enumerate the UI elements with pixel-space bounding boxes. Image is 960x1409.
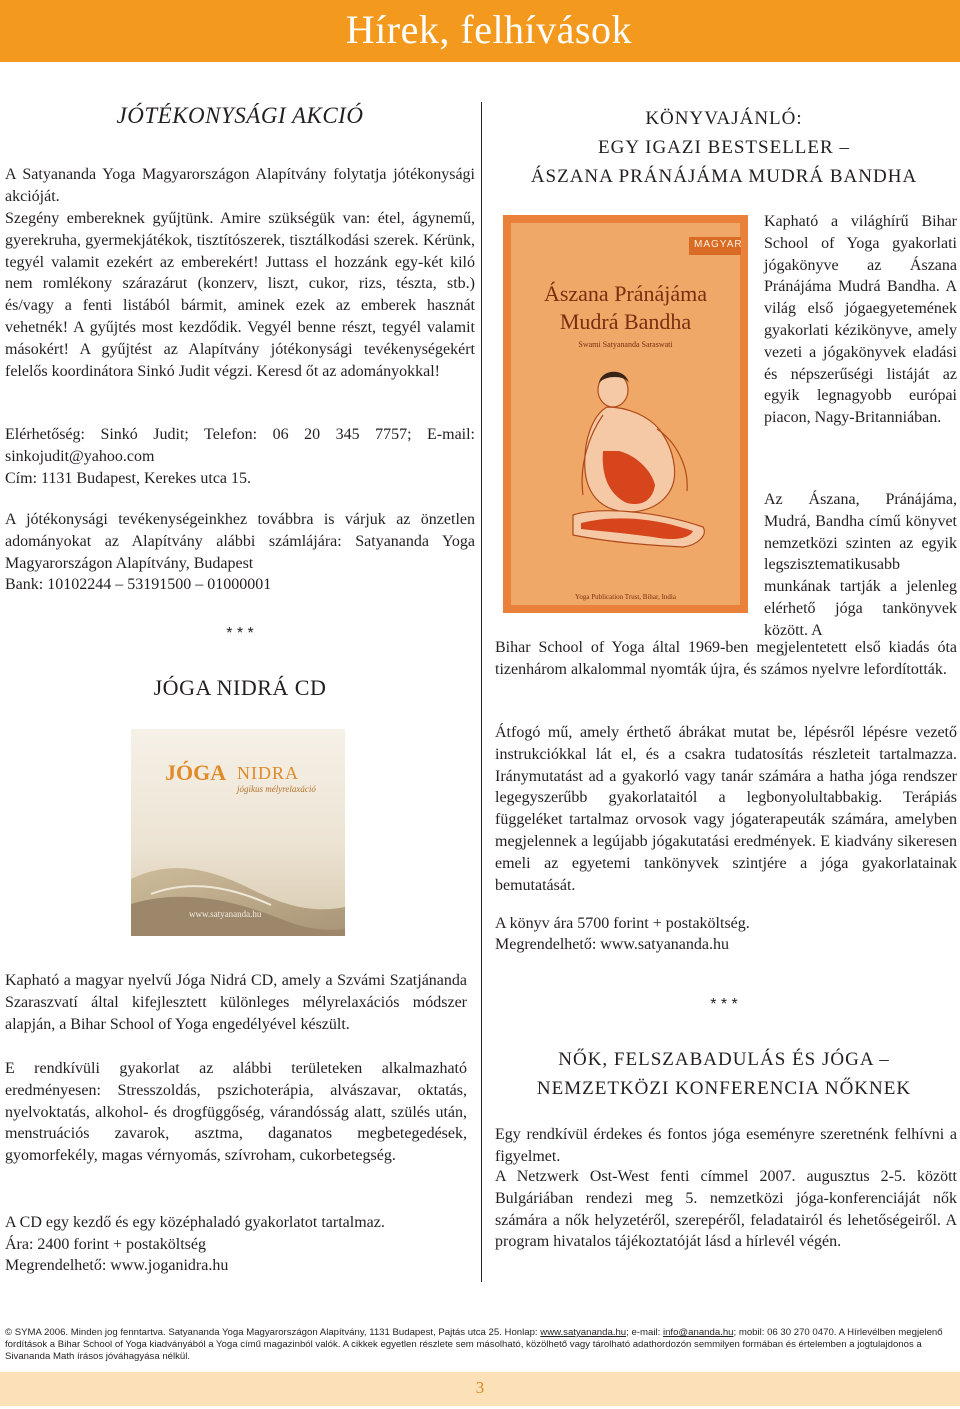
cd-cover-title-b: NIDRA xyxy=(237,763,299,783)
cd-cover-image xyxy=(131,729,345,936)
separator-stars-right: * * * xyxy=(710,996,738,1013)
book-description: Átfogó mű, amely érthető ábrákat mutat be, lépésről lépésre vezető instrukciókkal lát el, és a csakra tudatosítás részleteit tartalmazza. Iránymutatást ad a gyakorló vagy tanár számára a hatha jóga rendszer legegyszerűbb gyakorlataitól a legbonyolultabbakig. Terápiás függeléket tartalmaz orvosok vagy jógaterapeuták számára, amelyben megjelennek a legújabb jógakutatási eredmények. E kiadvány sikeresen emeli az egyetemi tankönyvek szintjére a jóga gyakorlatainak bemutatását. xyxy=(495,724,957,894)
charity-bank-account: Bank: 10102244 – 53191500 – 01000001 xyxy=(5,576,272,593)
footer-homepage-link[interactable]: www.satyananda.hu xyxy=(540,1327,627,1338)
charity-intro: A Satyananda Yoga Magyarországon Alapítvány folytatja jótékonysági akcióját. xyxy=(5,166,475,205)
book-cover-publisher: Yoga Publication Trust, Bihar, India xyxy=(575,593,676,601)
cd-title: JÓGA NIDRÁ CD xyxy=(153,675,327,700)
book-title-line2: EGY IGAZI BESTSELLER – xyxy=(598,137,850,158)
cd-contents: A CD egy kezdő és egy középhaladó gyakorlatot tartalmaz. xyxy=(5,1214,385,1231)
cd-order: Megrendelhető: www.joganidra.hu xyxy=(5,1257,229,1274)
book-intro: Kapható a világhírű Bihar School of Yoga gyakorlati jógakönyve az Ászana Pránájáma Mudrá Bandha. A világ első jógaegyetemének gyakorlati kézikönyve, amely vezeti a jógakönyvek eladási és népszerűségi listáját az egyik legnagyobb európai piacon, Nagy-Britanniában. xyxy=(764,213,957,427)
cd-cover-title-a: JÓGA xyxy=(165,760,227,785)
cd-description: Kapható a magyar nyelvű Jóga Nidrá CD, amely a Szvámi Szatjánanda Szaraszvatí által kifejlesztett különleges mélyrelaxációs módszer alapján, a Bihar School of Yoga engedélyével készült. xyxy=(5,972,467,1033)
cd-price: Ára: 2400 forint + postaköltség xyxy=(5,1236,206,1253)
conference-title-line2: NEMZETKÖZI KONFERENCIA NŐKNEK xyxy=(536,1078,912,1099)
charity-address: Cím: 1131 Budapest, Kerekes utca 15. xyxy=(5,470,252,487)
conference-title-line1: NŐK, FELSZABADULÁS ÉS JÓGA – xyxy=(558,1049,890,1070)
book-cover-title1: Ászana Pránájáma xyxy=(543,281,708,306)
separator-stars: * * * xyxy=(226,625,254,642)
column-divider xyxy=(481,102,482,1282)
conference-details: A Netzwerk Ost-West fenti címmel 2007. augusztus 2-5. között Bulgáriában rendezi meg 5. nemzetközi jóga-konferenciáját nők számára a nők helyzetéről, szerepéről, feladatairól és lehetőségeiről. A program hivatalos tájékoztatóját lásd a hírlevél végén. xyxy=(495,1168,957,1251)
yoga-pose-illustration xyxy=(503,215,748,613)
charity-body: Szegény embereknek gyűjtünk. Amire szükségük van: étel, ágynemű, gyerekruha, gyermekjátékok, tisztítószerek, tisztálkodási szerek. Kérünk, tegyél valamit ezekért az emberekért! Juttass el hozzánk egy-két kiló nem romlékony szárazárut (konzerv, liszt, cukor, rizs, tészta, stb.) és/vagy a fenti listából bármit, aminek ezek az emberek hasznát vehetnék! A gyűjtés most kezdődik. Vegyél benne részt, tegyél valamit másokért! A gyűjtést az Alapítvány jótékonysági tevékenységekért felelős koordinátora Sinkó Judit végzi. Keresd őt az adományokkal! xyxy=(5,210,475,380)
book-title-line1: KÖNYVAJÁNLÓ: xyxy=(645,108,803,129)
conference-intro: Egy rendkívül érdekes és fontos jóga eseményre szeretnénk felhívni a figyelmet. xyxy=(495,1126,957,1165)
cd-applications: E rendkívüli gyakorlat az alábbi területeken alkalmazható eredményesen: Stresszoldás, pszichoterápia, alvászavar, oktatás, nyelvoktatás, alkohol- és drogfüggőség, várandósság alatt, szülés után, menstruációs zavarok, asztma, daganatos megbetegedések, gyomorfekély, magas vérnyomás, szívroham, cukorbetegség. xyxy=(5,1060,467,1165)
copyright-footer xyxy=(5,1327,957,1363)
book-title xyxy=(490,104,958,191)
page-title: Hírek, felhívások xyxy=(345,7,632,52)
book-order: Megrendelhető: www.satyananda.hu xyxy=(495,936,729,953)
cd-cover-url: www.satyananda.hu xyxy=(189,909,262,919)
book-title-line3: ÁSZANA PRÁNÁJÁMA MUDRÁ BANDHA xyxy=(530,166,918,187)
page-number: 3 xyxy=(475,1378,485,1397)
charity-donation-text: A jótékonysági tevékenységeinkhez továbbra is várjuk az önzetlen adományokat az Alapítvány alábbi számlájára: Satyananda Yoga Magyarországon Alapítvány, Budapest xyxy=(5,511,475,572)
book-cover-title2: Mudrá Bandha xyxy=(559,309,692,334)
cd-cover-subtitle: jógikus mélyrelaxáció xyxy=(237,784,316,794)
charity-contact: Elérhetőség: Sinkó Judit; Telefon: 06 20 345 7757; E-mail: sinkojudit@yahoo.com xyxy=(5,426,475,465)
footer-text-c: ; mobil: 06 30 270 0470. A Hírlevélben megjelenő fordítások a Bihar School of Yoga kiadványából a Yoga című magazinból valók. A cikkek egyetlen részlete sem másolható, közölhető vagy tárolható adathordozón semmilyen formában és értelemben a jogtulajdonos a Sivananda Math írásos jóváhagyása nélkül. xyxy=(5,1327,943,1362)
book-cover-image xyxy=(503,215,748,613)
footer-text-b: ; e-mail: xyxy=(626,1327,663,1338)
book-price: A könyv ára 5700 forint + postaköltség. xyxy=(495,915,750,932)
footer-text-a: © SYMA 2006. Minden jog fenntartva. Satyananda Yoga Magyarországon Alapítvány, 1131 Budapest, Pajtás utca 25. Honlap: xyxy=(5,1327,541,1338)
footer-email-link[interactable]: info@ananda.hu xyxy=(662,1327,734,1338)
book-cover-author: Swami Satyananda Saraswati xyxy=(578,340,673,349)
book-reputation: Az Ászana, Pránájáma, Mudrá, Bandha című könyvet nemzetközi szinten az egyik legszisztematikusabb munkának tartják a jelenleg elérhető jóga tankönyvek között. A xyxy=(764,491,957,639)
book-cover-badge: MAGYAR xyxy=(694,239,743,250)
book-history: Bihar School of Yoga által 1969-ben megjelentetett első kiadás óta tizenhárom alkalommal nyomták újra, és számos nyelvre lefordították. xyxy=(495,639,957,678)
charity-title: JÓTÉKONYSÁGI AKCIÓ xyxy=(116,103,364,128)
conference-title xyxy=(490,1045,958,1103)
